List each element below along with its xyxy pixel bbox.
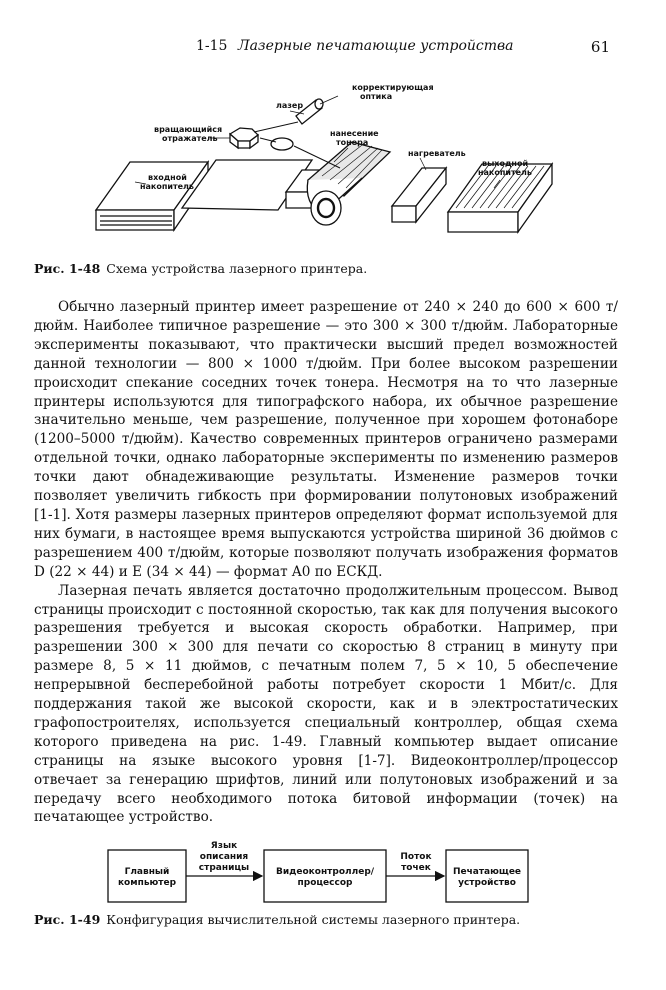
box-host-computer-line1: Главный [124,867,170,877]
label-laser: лазер [276,101,304,110]
paragraph: Лазерная печать является достаточно продолжительным процессом. Вывод страницы происходит с постоянной скоростью, так как для получения высокого разрешения требуется и высокая скорость обработки. Например, при разрешении 300 × 300 для печати со скоростью 8 страниц в минуту при размере 8, 5 × 11 дюймов, с печатным полем 7, 5 × 10, 5 обеспечение непрерывной бесперебойной работы потребует скорости 1 Мбит/с. Для поддержания такой же высокой скорости, как и в электростатических графопостроителях, используется специальный контроллер, общая схема которого приведена на рис. 1-49. Главный компьютер выдает описание страницы на языке высокого уровня [1-7]. Видеоконтроллер/процессор отвечает за генерацию шрифтов, линий или полутоновых изображений и за передачу всего необходимого потока битовой информации (точек) на печатающее устройство. [34,582,618,826]
block-diagram [100,838,540,906]
label-heater: нагреватель [408,149,466,158]
arrow1-label-line1: Язык [210,841,238,851]
label-output-tray-2: накопитель [478,168,532,177]
figure-system-configuration [100,838,540,906]
paragraph: Обычно лазерный принтер имеет разрешение от 240 × 240 до 600 × 600 т/дюйм. Наиболее типичное разрешение — это 300 × 300 т/дюйм. Лабораторные эксперименты показывают, что практически высший предел возможностей данной технологии — 800 × 1000 т/дюйм. При более высоком разрешении происходит спекание соседних точек тонера. Несмотря на то что лазерные принтеры используются для типографского набора, их обычное разрешение значительно меньше, чем разрешение, полученное при хорошем фотонаборе (1200–5000 т/дюйм). Качество современных принтеров ограничено размерами отдельной точки, однако лабораторные эксперименты по изменению размеров точки дают обнадеживающие результаты. Изменение размеров точки позволяет увеличить гибкость при формировании полутоновых изображений [1-1]. Хотя размеры лазерных принтеров определяют формат используемой для них бумаги, в настоящее время выпускаются устройства шириной 36 дюймов с разрешением 400 т/дюйм, которые позволяют получать изображения форматов D (22 × 44) и E (34 × 44) — формат A0 по ЕСКД. [34,299,618,580]
box-video-controller-line2: процессор [297,878,353,888]
label-input-tray-2: накопитель [140,182,194,191]
figure-1-48-caption [34,261,367,276]
label-rotating-reflector-2: отражатель [162,134,218,143]
photoconductor-drum [307,142,390,225]
section-title: Лазерные печатающие устройства [237,38,514,54]
label-input-tray-1: входной [148,173,187,182]
arrow1-label-line2: описания [199,852,249,862]
heater-unit [392,168,446,222]
box-printer-line2: устройство [458,878,516,888]
arrow2-label-line1: Поток [400,852,432,862]
caption-number: Рис. 1-48 [34,261,101,276]
section-number: 1-15 [196,38,228,54]
caption-text: Конфигурация вычислительной системы лазерного принтера. [106,912,521,927]
label-correcting-optics-2: оптика [360,92,393,101]
label-rotating-reflector-1: вращающийся [154,125,223,134]
arrow1-label-line3: страницы [198,863,250,873]
label-output-tray-1: выходной [482,159,529,168]
label-toner-2: тонера [336,138,369,147]
page-header [0,38,666,60]
figure-1-49-caption [34,912,520,927]
running-title [196,38,514,54]
caption-text: Схема устройства лазерного принтера. [106,261,368,276]
figure-laser-printer-diagram [90,80,570,255]
arrow2-label-line2: точек [401,863,431,873]
box-video-controller-line1: Видеоконтроллер/ [275,867,375,877]
box-printer-line1: Печатающее [452,867,522,877]
caption-number: Рис. 1-49 [34,912,101,927]
body-text [34,298,618,827]
box-host-computer-line2: компьютер [117,878,177,888]
rotating-reflector [230,128,258,148]
page-number: 61 [590,38,610,56]
label-correcting-optics-1: корректирующая [352,83,434,92]
laser-printer-schematic [90,80,570,255]
correcting-optics [271,138,293,150]
label-toner-1: нанесение [330,129,379,138]
